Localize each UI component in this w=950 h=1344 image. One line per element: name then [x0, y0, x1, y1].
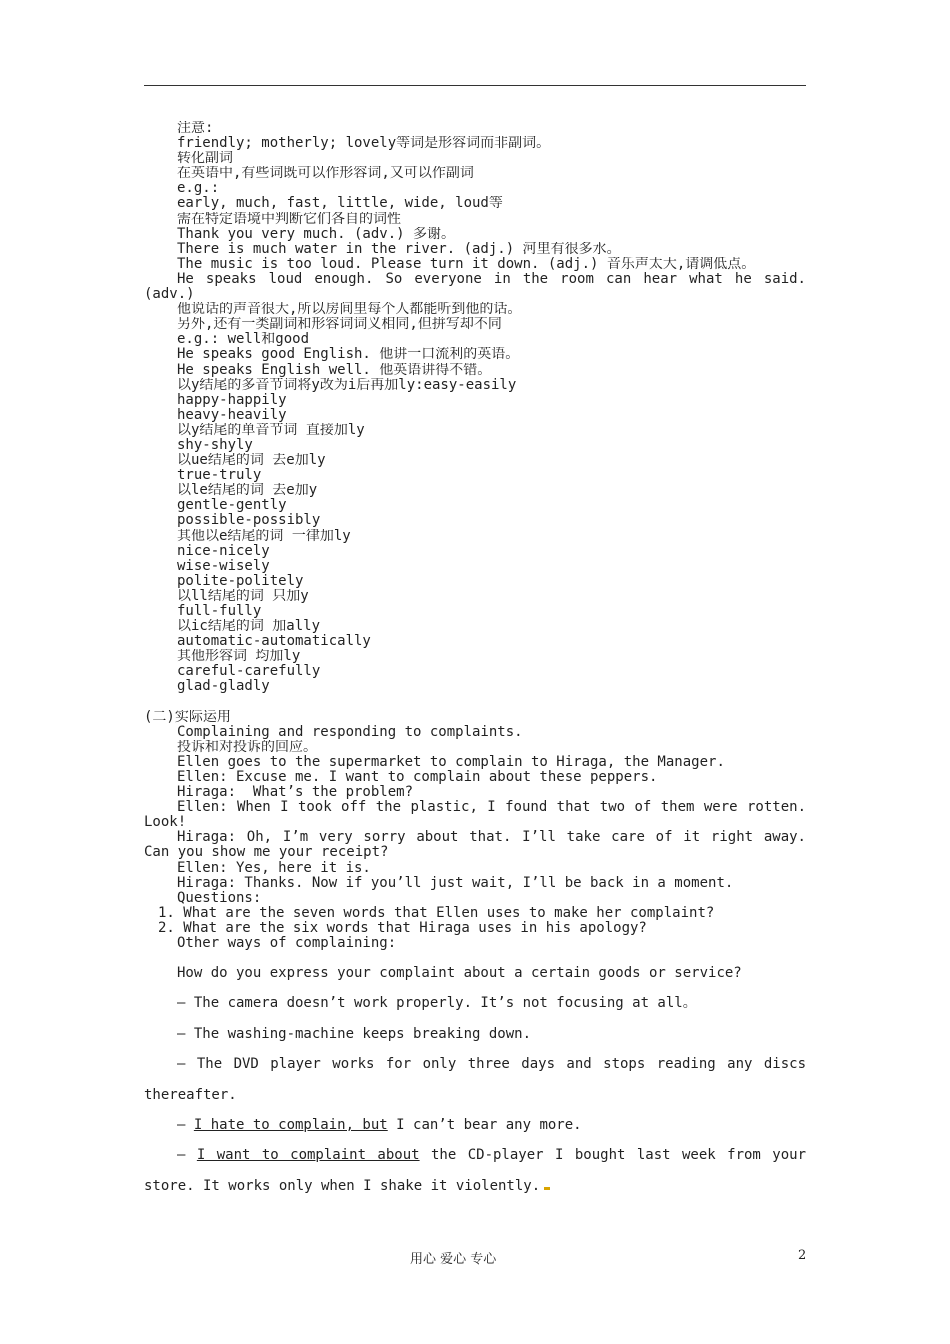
text-line: 其他以e结尾的词 一律加ly [177, 528, 351, 544]
complaint-example: — The camera doesn’t work properly. It’s not focusing at all。 [177, 996, 697, 1012]
text-line: polite-politely [177, 573, 304, 589]
text-line: e.g.: well和good [177, 332, 310, 348]
text-line: 其他形容词 均加ly [177, 649, 301, 665]
text-line: 需在特定语境中判断它们各自的词性 [177, 211, 401, 227]
text-line: Thank you very much. (adv.) 多谢。 [177, 226, 456, 242]
dialogue-section [144, 710, 806, 952]
phrase-rest: the CD-player I bought last week from your [419, 1148, 806, 1164]
text-line: full-fully [177, 604, 262, 619]
question-line: How do you express your complaint about a certain goods or service? [177, 966, 742, 982]
text-line: He speaks good English. 他讲一口流利的英语。 [177, 347, 520, 363]
text-line: e.g.: [177, 181, 220, 197]
text-line: The music is too loud. Please turn it down. (adj.) 音乐声太大,请调低点。 [177, 256, 756, 272]
text-line: 以ic结尾的词 加ally [177, 619, 321, 635]
phrase-rest: I can’t bear any more. [387, 1118, 582, 1134]
text-line: glad-gladly [177, 679, 270, 695]
text-line: happy-happily [177, 392, 287, 408]
spacer [144, 951, 806, 966]
text-line: Ellen: Excuse me. I want to complain about these peppers. [177, 769, 658, 785]
spacer [144, 695, 806, 710]
complaint-example-cont: thereafter. [144, 1087, 237, 1103]
text-line: (二)实际运用 [144, 709, 231, 725]
text-line: Look! [144, 815, 187, 831]
text-line: true-truly [177, 468, 262, 484]
text-line: careful-carefully [177, 664, 321, 680]
text-line: 2. What are the six words that Hiraga uses in his apology? [158, 920, 647, 936]
text-line: Hiraga: Oh, I’m very sorry about that. I’ll take care of it right away. [177, 830, 806, 846]
text-line: Other ways of complaining: [177, 935, 397, 951]
text-line: 以ll结尾的词 只加y [177, 588, 309, 604]
text-line: Hiraga: Thanks. Now if you’ll just wait, I’ll be back in a moment. [177, 875, 734, 891]
text-line: wise-wisely [177, 558, 270, 574]
text-line: 以y结尾的多音节词将y改为i后再加ly:easy-easily [177, 377, 517, 393]
text-line: friendly; motherly; lovely等词是形容词而非副词。 [177, 136, 551, 152]
text-line: 转化副词 [177, 151, 233, 167]
text-line: 以le结尾的词 去e加y [177, 483, 318, 499]
text-line: 在英语中,有些词既可以作形容词,又可以作副词 [177, 166, 474, 182]
complaint-example: — The DVD player works for only three days and stops reading any discs [177, 1057, 806, 1073]
edit-mark-icon [544, 1187, 550, 1190]
text-line: Ellen: Yes, here it is. [177, 860, 371, 876]
complaint-example: — The washing-machine keeps breaking down. [177, 1026, 532, 1042]
header-rule [144, 85, 806, 86]
text-line: automatic-automatically [177, 634, 371, 650]
text-line: 以ue结尾的词 去e加ly [177, 453, 326, 469]
text-line: 1. What are the seven words that Ellen uses to make her complaint? [158, 905, 715, 921]
text-line: He speaks loud enough. So everyone in the room can hear what he said. [177, 271, 806, 287]
text-line: 注意: [177, 121, 214, 136]
dash: — [177, 1118, 194, 1134]
text-line: possible-possibly [177, 513, 321, 529]
text-line: gentle-gently [177, 498, 287, 514]
text-line: 另外,还有一类副词和形容词词义相同,但拼写却不同 [177, 317, 502, 333]
text-line: nice-nicely [177, 543, 270, 559]
text-line: He speaks English well. 他英语讲得不错。 [177, 362, 492, 378]
text-line: There is much water in the river. (adj.) 河里有很多水。 [177, 241, 621, 257]
text-line: shy-shyly [177, 437, 253, 453]
text-line: early, much, fast, little, wide, loud等 [177, 196, 503, 212]
text-line: Hiraga: What’s the problem? [177, 785, 414, 801]
text-line: Can you show me your receipt? [144, 845, 389, 861]
text-line: (adv.) [144, 287, 195, 303]
page-content [144, 121, 806, 1209]
text-line: 投诉和对投诉的回应。 [177, 739, 317, 755]
grammar-notes [144, 121, 806, 695]
text-line: Complaining and responding to complaints. [177, 724, 523, 740]
dash: — [177, 1148, 197, 1164]
line-text: store. It works only when I shake it violently. [144, 1178, 541, 1194]
text-line: 以y结尾的单音节词 直接加ly [177, 422, 365, 438]
underlined-phrase: I want to complaint about [196, 1148, 420, 1164]
complaint-example [144, 1148, 806, 1178]
text-line: Ellen: When I took off the plastic, I found that two of them were rotten. [177, 800, 806, 816]
text-line: 他说话的声音很大,所以房间里每个人都能听到他的话。 [177, 302, 522, 318]
text-line: Questions: [177, 890, 262, 906]
underlined-phrase: I hate to complain, but [193, 1118, 388, 1134]
text-line: Ellen goes to the supermarket to complain to Hiraga, the Manager. [177, 754, 725, 770]
complaint-example-cont [144, 1179, 806, 1209]
text-line: heavy-heavily [177, 407, 287, 423]
complaint-example [144, 1118, 806, 1148]
page-number: 2 [798, 1248, 807, 1263]
footer-text: 用心 爱心 专心 [410, 1252, 497, 1267]
